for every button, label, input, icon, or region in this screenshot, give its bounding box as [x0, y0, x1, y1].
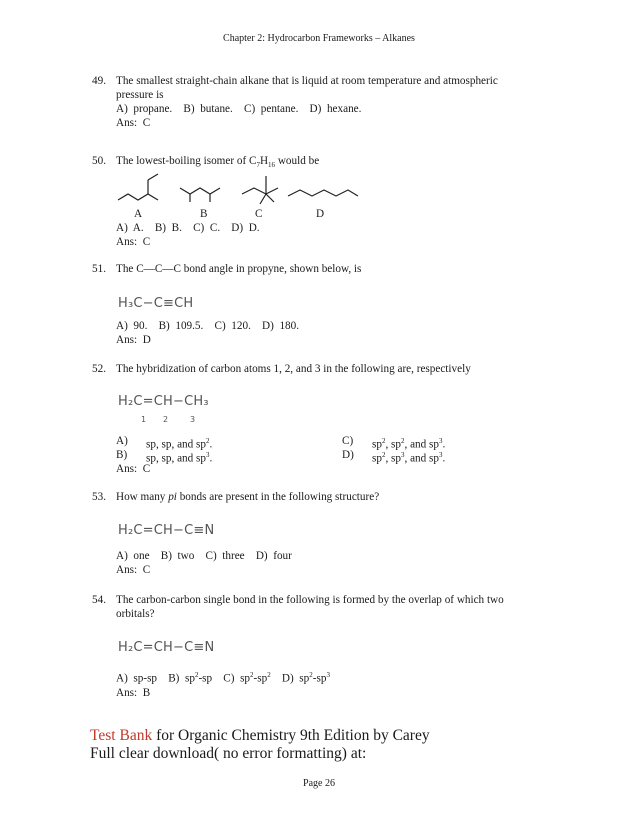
carbon-number-labels [0, 415, 638, 427]
question-number: 49. [92, 75, 106, 87]
question-54-options [92, 668, 562, 700]
option-d-label: D) [342, 449, 354, 461]
structure-a [118, 194, 158, 200]
option-b: sp, sp, and $sp^3$. [146, 451, 213, 465]
question-text-cont: pressure is [116, 89, 164, 101]
question-text-cont: orbitals? [116, 608, 155, 620]
page-header: Chapter 2: Hydrocarbon Frameworks – Alkanes [223, 33, 415, 44]
question-50 [92, 154, 562, 172]
question-text: The carbon-carbon single bond in the following is formed by the overlap of which two [116, 594, 504, 606]
question-50-options [92, 207, 562, 249]
question-53 [92, 490, 562, 504]
isomer-structures [110, 172, 360, 212]
page-number: Page 26 [303, 778, 335, 789]
question-text: The lowest-boiling isomer of $C_7H_{16}$ would be [116, 155, 320, 170]
structure-b [180, 188, 220, 194]
label-d: D [316, 208, 325, 220]
question-number: 51. [92, 263, 106, 275]
option-a-label: A) [116, 435, 128, 447]
propene-formula: H₂C=CH−CH₃ [118, 394, 209, 409]
footer-line-2: Full clear download( no error formatting) at: [90, 745, 367, 762]
footer-promo [90, 727, 430, 763]
structure-d [288, 190, 358, 196]
options-row-2 [116, 448, 566, 465]
answer-key: Ans: B [116, 686, 151, 699]
option-c-label: C) [342, 435, 354, 447]
answer-key: Ans: C [116, 564, 151, 576]
question-52 [92, 362, 562, 376]
answer-options: A) sp-sp B) $sp^2-sp$ C) $sp^2-sp^2$ D) $sp^2-sp^3$ [116, 671, 330, 685]
footer-line-1: Test Bank for Organic Chemistry 9th Edition by Carey [90, 727, 430, 744]
question-number: 52. [92, 363, 106, 375]
acrylonitrile-formula: H₂C=CH−C≡N [118, 523, 215, 538]
propyne-formula: H₃C−C≡CH [118, 296, 194, 311]
structure-labels [116, 207, 562, 221]
label-c: C [255, 208, 263, 220]
question-53-options [92, 549, 562, 577]
question-51-options [92, 319, 562, 347]
question-text: The smallest straight-chain alkane that is liquid at room temperature and atmospheric [116, 75, 498, 87]
carbon-2-label: 2 [163, 415, 169, 424]
option-d: $sp^2$, $sp^3$, and $sp^3$. [372, 451, 446, 465]
carbon-1-label: 1 [141, 415, 147, 424]
question-49 [92, 74, 562, 130]
answer-options: A) propane. B) butane. C) pentane. D) hexane. [116, 103, 362, 115]
question-text: How many pi bonds are present in the following structure? [116, 491, 380, 503]
answer-key: Ans: C [116, 117, 151, 129]
question-52-options [116, 434, 566, 476]
label-b: B [200, 208, 208, 220]
label-a: A [134, 208, 143, 220]
option-b-label: B) [116, 449, 128, 461]
question-number: 53. [92, 491, 106, 503]
answer-options: A) A. B) B. C) C. D) D. [116, 222, 260, 234]
question-number: 50. [92, 155, 106, 167]
test-bank-link[interactable]: Test Bank [90, 727, 153, 744]
structure-c [242, 188, 278, 194]
answer-key: Ans: C [116, 463, 151, 475]
answer-key: Ans: D [116, 334, 151, 346]
question-51 [92, 262, 562, 276]
question-text: The C—C—C bond angle in propyne, shown below, is [116, 263, 362, 275]
question-text: The hybridization of carbon atoms 1, 2, and 3 in the following are, respectively [116, 363, 471, 375]
question-54 [92, 593, 562, 621]
carbon-3-label: 3 [190, 415, 196, 424]
acrylonitrile-formula-2: H₂C=CH−C≡N [118, 640, 215, 655]
options-row-1 [116, 434, 566, 451]
answer-key: Ans: C [116, 236, 151, 248]
question-number: 54. [92, 594, 106, 606]
answer-options: A) 90. B) 109.5. C) 120. D) 180. [116, 320, 300, 332]
option-a: sp, sp, and $sp^2$. [146, 437, 213, 451]
option-c: $sp^2$, $sp^2$, and $sp^3$. [372, 437, 446, 451]
answer-options: A) one B) two C) three D) four [116, 550, 292, 562]
